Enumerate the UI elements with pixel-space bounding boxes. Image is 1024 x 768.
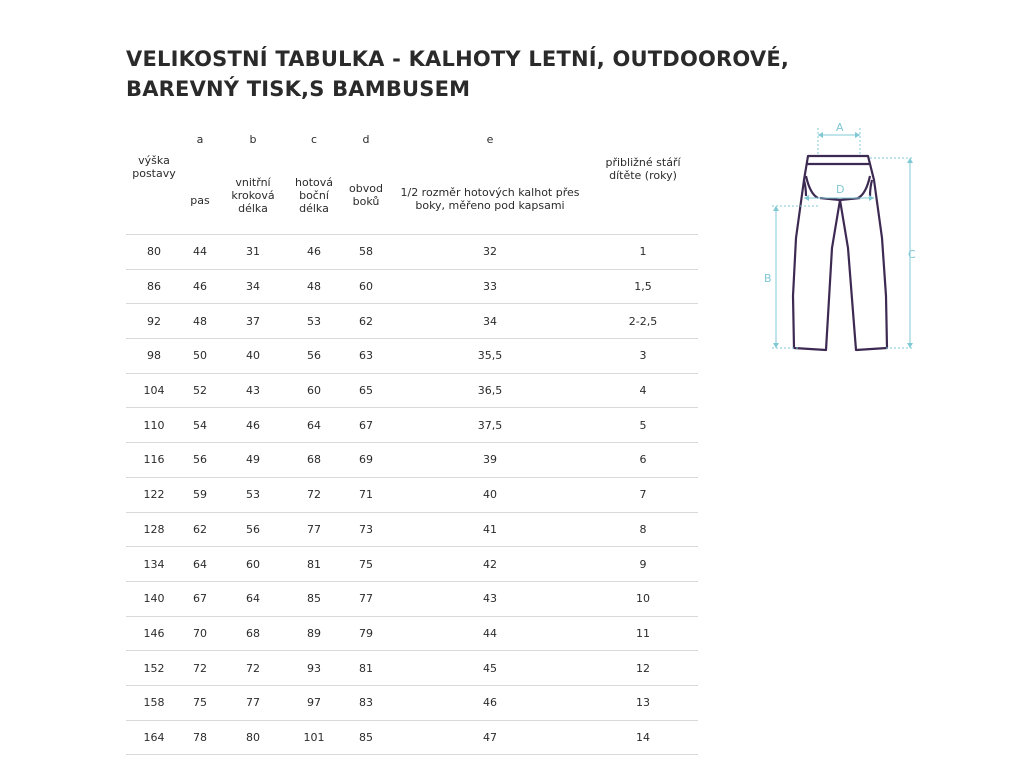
- cell-half-hips: 36,5: [477, 384, 503, 398]
- column-letter-d: d: [362, 132, 370, 146]
- cell-side-length: 68: [307, 453, 321, 467]
- cell-age: 12: [636, 661, 650, 675]
- table-row: [126, 443, 698, 478]
- cell-half-hips: 41: [483, 522, 497, 536]
- cell-height: 86: [147, 280, 161, 294]
- cell-side-length: 48: [307, 280, 321, 294]
- title-line-1: VELIKOSTNÍ TABULKA - KALHOTY LETNÍ, OUTDOOROVÉ,: [126, 47, 790, 71]
- title-line-2: BAREVNÝ TISK,S BAMBUSEM: [126, 77, 471, 101]
- cell-waist: 67: [193, 592, 207, 606]
- column-letter-a: a: [196, 132, 204, 146]
- cell-waist: 72: [193, 661, 207, 675]
- cell-age: 10: [636, 592, 650, 606]
- cell-waist: 54: [193, 418, 207, 432]
- cell-side-length: 53: [307, 314, 321, 328]
- cell-side-length: 89: [307, 626, 321, 640]
- cell-inseam: 77: [246, 696, 260, 710]
- column-header-row: [126, 150, 698, 235]
- cell-half-hips: 46: [483, 696, 497, 710]
- column-letter-c: c: [310, 132, 318, 146]
- header-age: přibližné stáří dítěte (roky): [605, 156, 681, 182]
- table-row: [126, 685, 698, 720]
- cell-age: 11: [636, 626, 650, 640]
- cell-side-length: 46: [307, 245, 321, 259]
- cell-hips: 58: [359, 245, 373, 259]
- label-c: C: [908, 248, 916, 261]
- table-row: [126, 477, 698, 512]
- cell-side-length: 77: [307, 522, 321, 536]
- cell-side-length: 72: [307, 488, 321, 502]
- cell-hips: 73: [359, 522, 373, 536]
- pants-diagram: [760, 118, 920, 358]
- cell-inseam: 46: [246, 418, 260, 432]
- cell-waist: 46: [193, 280, 207, 294]
- cell-hips: 65: [359, 384, 373, 398]
- cell-hips: 67: [359, 418, 373, 432]
- cell-height: 98: [147, 349, 161, 363]
- cell-height: 128: [143, 522, 165, 536]
- cell-half-hips: 43: [483, 592, 497, 606]
- cell-height: 146: [143, 626, 165, 640]
- cell-half-hips: 37,5: [477, 418, 503, 432]
- header-waist: pas: [190, 193, 210, 207]
- letter-empty: [126, 128, 182, 150]
- cell-half-hips: 34: [483, 314, 497, 328]
- cell-hips: 79: [359, 626, 373, 640]
- cell-waist: 64: [193, 557, 207, 571]
- table-row: [126, 269, 698, 304]
- cell-inseam: 60: [246, 557, 260, 571]
- cell-inseam: 56: [246, 522, 260, 536]
- cell-half-hips: 40: [483, 488, 497, 502]
- cell-hips: 75: [359, 557, 373, 571]
- cell-hips: 83: [359, 696, 373, 710]
- header-inseam: vnitřní kroková délka: [231, 175, 275, 215]
- table-row: [126, 547, 698, 582]
- cell-height: 164: [143, 730, 165, 744]
- cell-height: 140: [143, 592, 165, 606]
- header-half-hips: 1/2 rozměr hotových kalhot přes boky, měřeno pod kapsami: [400, 186, 580, 212]
- cell-inseam: 64: [246, 592, 260, 606]
- size-table: [126, 128, 698, 755]
- cell-height: 110: [143, 418, 165, 432]
- cell-inseam: 53: [246, 488, 260, 502]
- table-row: [126, 651, 698, 686]
- header-side-length: hotová boční délka: [295, 175, 333, 215]
- cell-waist: 59: [193, 488, 207, 502]
- cell-hips: 71: [359, 488, 373, 502]
- cell-hips: 85: [359, 730, 373, 744]
- header-height: výška postavy: [132, 154, 176, 180]
- cell-height: 104: [143, 384, 165, 398]
- cell-inseam: 43: [246, 384, 260, 398]
- table-row: [126, 512, 698, 547]
- cell-side-length: 60: [307, 384, 321, 398]
- cell-side-length: 97: [307, 696, 321, 710]
- cell-inseam: 34: [246, 280, 260, 294]
- column-letter-e: e: [486, 132, 494, 146]
- cell-age: 1: [639, 245, 647, 259]
- cell-waist: 48: [193, 314, 207, 328]
- cell-height: 122: [143, 488, 165, 502]
- table-row: [126, 581, 698, 616]
- page-title: [126, 44, 866, 104]
- label-b: B: [764, 272, 772, 285]
- cell-half-hips: 44: [483, 626, 497, 640]
- table-row: [126, 339, 698, 374]
- table-row: [126, 616, 698, 651]
- cell-inseam: 40: [246, 349, 260, 363]
- cell-age: 14: [636, 730, 650, 744]
- letter-empty: [588, 128, 698, 150]
- cell-waist: 62: [193, 522, 207, 536]
- cell-inseam: 31: [246, 245, 260, 259]
- cell-hips: 60: [359, 280, 373, 294]
- cell-inseam: 49: [246, 453, 260, 467]
- cell-age: 7: [639, 488, 647, 502]
- left-pocket-inner: [804, 180, 806, 196]
- table-row: [126, 235, 698, 270]
- cell-hips: 81: [359, 661, 373, 675]
- cell-hips: 63: [359, 349, 373, 363]
- cell-age: 13: [636, 696, 650, 710]
- cell-side-length: 93: [307, 661, 321, 675]
- cell-waist: 50: [193, 349, 207, 363]
- cell-inseam: 37: [246, 314, 260, 328]
- cell-inseam: 72: [246, 661, 260, 675]
- header-hips: obvod boků: [349, 182, 383, 208]
- cell-waist: 52: [193, 384, 207, 398]
- cell-side-length: 81: [307, 557, 321, 571]
- table-row: [126, 373, 698, 408]
- table-row: [126, 720, 698, 755]
- cell-side-length: 56: [307, 349, 321, 363]
- cell-waist: 44: [193, 245, 207, 259]
- cell-hips: 77: [359, 592, 373, 606]
- cell-inseam: 68: [246, 626, 260, 640]
- cell-half-hips: 45: [483, 661, 497, 675]
- right-pocket-inner: [870, 180, 872, 196]
- cell-height: 80: [147, 245, 161, 259]
- cell-height: 92: [147, 314, 161, 328]
- column-letter-row: [126, 128, 698, 150]
- cell-age: 8: [639, 522, 647, 536]
- cell-age: 2-2,5: [628, 314, 658, 328]
- cell-age: 6: [639, 453, 647, 467]
- cell-half-hips: 39: [483, 453, 497, 467]
- right-pocket: [858, 176, 870, 198]
- cell-waist: 70: [193, 626, 207, 640]
- cell-height: 152: [143, 661, 165, 675]
- cell-waist: 78: [193, 730, 207, 744]
- cell-hips: 62: [359, 314, 373, 328]
- cell-waist: 75: [193, 696, 207, 710]
- table-row: [126, 304, 698, 339]
- cell-height: 116: [143, 453, 165, 467]
- cell-half-hips: 32: [483, 245, 497, 259]
- cell-waist: 56: [193, 453, 207, 467]
- cell-inseam: 80: [246, 730, 260, 744]
- label-d: D: [836, 183, 845, 196]
- cell-age: 4: [639, 384, 647, 398]
- left-pocket: [806, 176, 818, 198]
- table-row: [126, 408, 698, 443]
- cell-half-hips: 33: [483, 280, 497, 294]
- cell-side-length: 64: [307, 418, 321, 432]
- cell-age: 9: [639, 557, 647, 571]
- cell-age: 3: [639, 349, 647, 363]
- cell-height: 134: [143, 557, 165, 571]
- cell-side-length: 85: [307, 592, 321, 606]
- cell-age: 5: [639, 418, 647, 432]
- cell-height: 158: [143, 696, 165, 710]
- cell-age: 1,5: [634, 280, 652, 294]
- column-letter-b: b: [249, 132, 257, 146]
- cell-half-hips: 35,5: [477, 349, 503, 363]
- cell-half-hips: 47: [483, 730, 497, 744]
- cell-hips: 69: [359, 453, 373, 467]
- cell-side-length: 101: [303, 730, 325, 744]
- cell-half-hips: 42: [483, 557, 497, 571]
- label-a: A: [836, 121, 844, 134]
